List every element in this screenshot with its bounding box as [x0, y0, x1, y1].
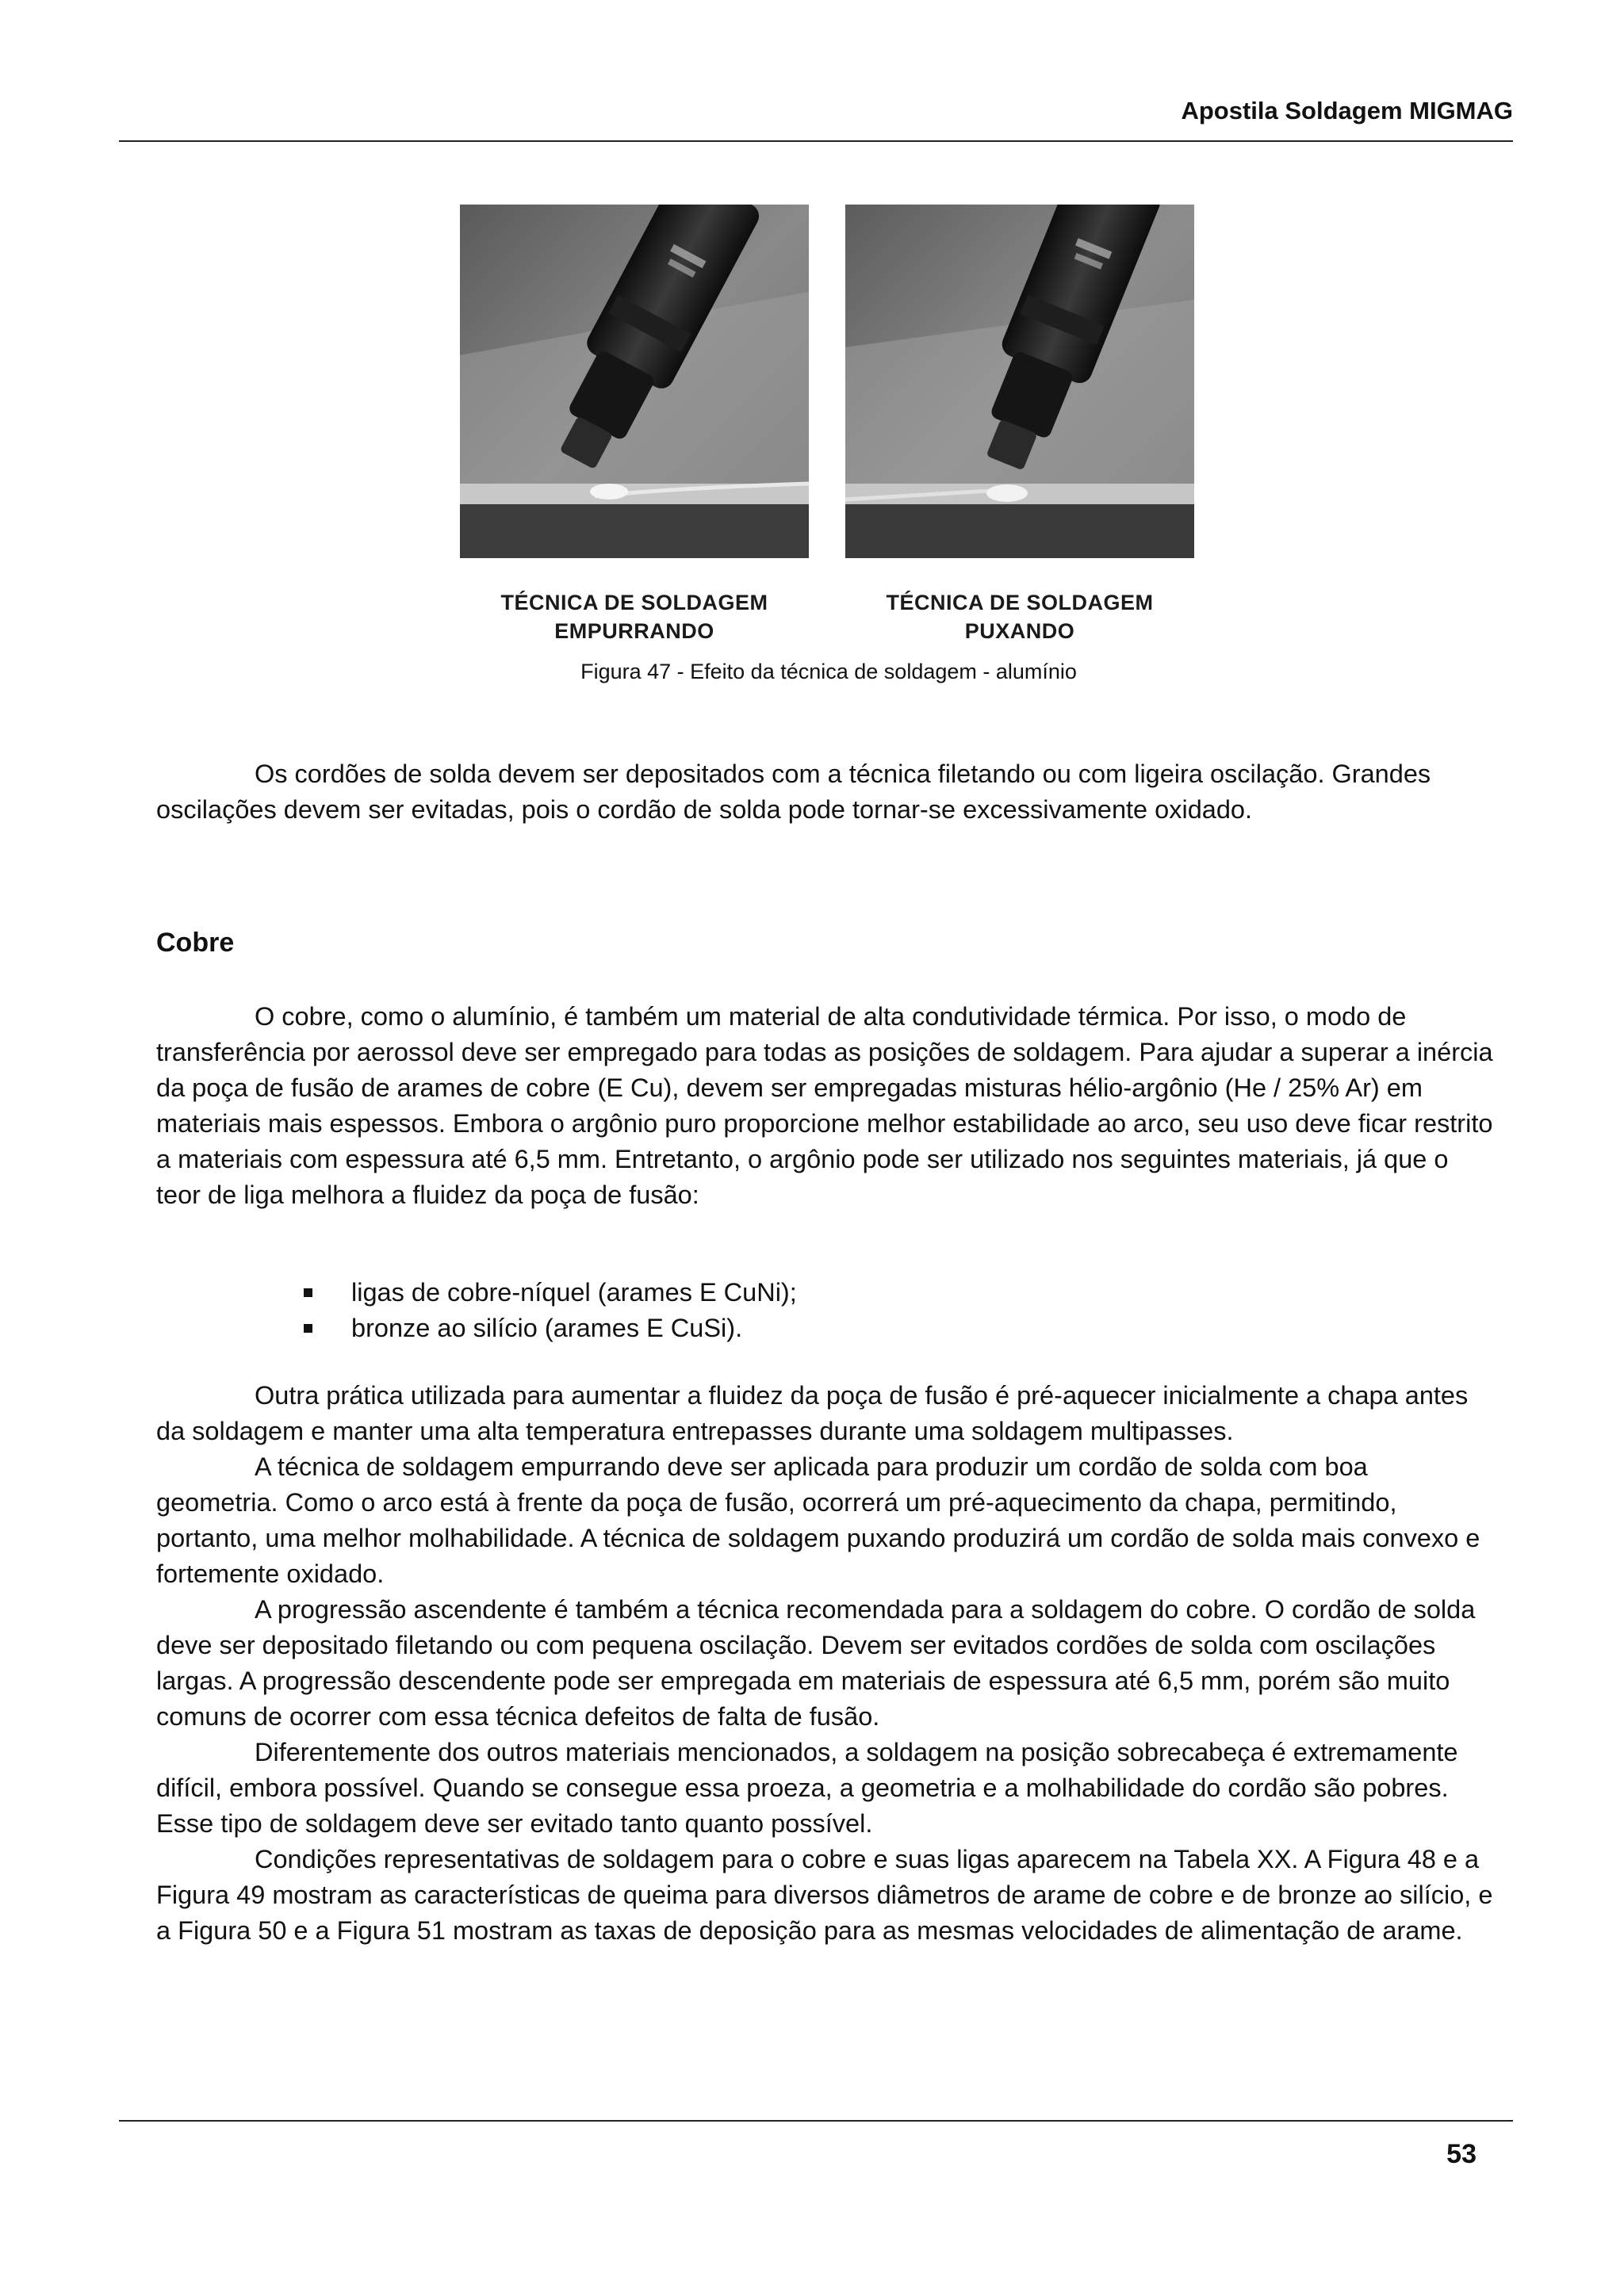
paragraph-overhead-position: Diferentemente dos outros materiais mencionados, a soldagem na posição sobrecabeça é extremamente difícil, embora possível. Quando se consegue essa proeza, a geometria e a molhabilidade do cordão são pobres. Esse tipo de soldagem deve ser evitado tanto quanto possível. — [156, 1738, 1458, 1838]
figure-label-push-line1: TÉCNICA DE SOLDAGEM — [500, 591, 768, 614]
list-item: ligas de cobre-níquel (arames E CuNi); — [301, 1275, 797, 1311]
photo-pull-technique — [845, 205, 1194, 558]
footer-divider — [119, 2120, 1513, 2122]
paragraph-representative-conditions: Condições representativas de soldagem para o cobre e suas ligas aparecem na Tabela XX. A Figura 48 e a Figura 49 mostram as características de queima para diversos diâmetros de arame de cobre e de bronze ao silício, e a Figura 50 e a Figura 51 mostram as taxas de deposição para as mesmas velocidades de alimentação de arame. — [156, 1845, 1493, 1945]
paragraph-aluminum-bead — [156, 756, 1496, 828]
page-number: 53 — [1446, 2139, 1477, 2169]
figure-label-push-line2: EMPURRANDO — [554, 619, 714, 643]
list-item: bronze ao silício (arames E CuSi). — [301, 1311, 797, 1346]
paragraph-text: Os cordões de solda devem ser depositados com a técnica filetando ou com ligeira oscilação. Grandes oscilações devem ser evitadas, pois o cordão de solda pode tornar-se excessivamente oxidado. — [156, 760, 1431, 824]
running-header: Apostila Soldagem MIGMAG — [1181, 97, 1513, 124]
paragraph-preheat: Outra prática utilizada para aumentar a fluidez da poça de fusão é pré-aquecer inicialmente a chapa antes da soldagem e manter uma alta temperatura entrepasses durante uma soldagem multipasses. — [156, 1381, 1469, 1445]
figure-label-pull — [845, 588, 1194, 645]
copper-technique-paragraphs — [156, 1378, 1496, 1949]
welding-torch-pull-illustration — [845, 205, 1194, 558]
figure-label-pull-line1: TÉCNICA DE SOLDAGEM — [886, 591, 1154, 614]
photo-push-technique — [460, 205, 809, 558]
paragraph-push-technique: A técnica de soldagem empurrando deve ser aplicada para produzir um cordão de solda com boa geometria. Como o arco está à frente da poça de fusão, ocorrerá um pré-aquecimento da chapa, permitindo, portanto, uma melhor molhabilidade. A técnica de soldagem puxando produzirá um cordão de solda mais convexo e fortemente oxidado. — [156, 1452, 1480, 1588]
section-heading-cobre: Cobre — [156, 928, 235, 958]
header-divider — [119, 140, 1513, 142]
paragraph-copper-intro — [156, 999, 1496, 1213]
figure-caption: Figura 47 - Efeito da técnica de soldagem - alumínio — [580, 660, 1077, 683]
welding-torch-push-illustration — [460, 205, 809, 558]
alloy-bullet-list — [301, 1275, 797, 1346]
paragraph-ascending-progression: A progressão ascendente é também a técnica recomendada para a soldagem do cobre. O cordão de solda deve ser depositado filetando ou com pequena oscilação. Devem ser evitados cordões de solda com oscilações largas. A progressão descendente pode ser empregada em materiais de espessura até 6,5 mm, porém são muito comuns de ocorrer com essa técnica defeitos de falta de fusão. — [156, 1595, 1476, 1731]
figure-label-push — [460, 588, 809, 645]
figure-label-pull-line2: PUXANDO — [964, 619, 1075, 643]
paragraph-text: O cobre, como o alumínio, é também um material de alta condutividade térmica. Por isso, o modo de transferência por aerossol deve ser empregado para todas as posições de soldagem. Para ajudar a superar a inércia da poça de fusão de arames de cobre (E Cu), devem ser empregadas misturas hélio-argônio (He / 25% Ar) em materiais mais espessos. Embora o argônio puro proporcione melhor estabilidade ao arco, seu uso deve ficar restrito a materiais com espessura até 6,5 mm. Entretanto, o argônio pode ser utilizado nos seguintes materiais, já que o teor de liga melhora a fluidez da poça de fusão: — [156, 1002, 1493, 1209]
